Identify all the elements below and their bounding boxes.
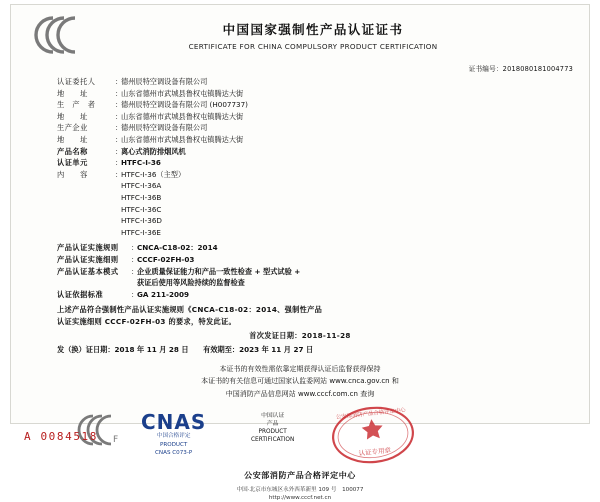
cnas-sub-line: CNAS C073-P <box>155 450 193 457</box>
field-value: 山东省德州市武城县鲁权屯镇腾达大街 <box>121 111 244 121</box>
field-row: 地 址 ： 山东省德州市武城县鲁权屯镇腾达大街 <box>57 134 589 146</box>
ccc-mark-icon <box>11 13 97 57</box>
issuer-name: 公安部消防产品合格评定中心 <box>244 471 356 481</box>
statement-line: 上述产品符合强制性产品认证实施规则《CNCA-C18-02：2014、强制性产品 <box>57 305 323 315</box>
certificate-number: 证书编号：2018080181004773 <box>468 65 573 73</box>
field-row: 地 址 ： 山东省德州市武城县鲁权屯镇腾达大街 <box>57 111 589 123</box>
issue-date-row: 发（换）证日期：2018 年 11 月 28 日 有效期至：2023 年 11 月 27 日 <box>57 345 314 355</box>
field-label: 产品名称 <box>57 146 88 156</box>
cnas-wordmark: CNAS <box>141 410 207 435</box>
product-cert-line: 中国认证 <box>261 413 285 420</box>
validity-notice <box>11 363 589 400</box>
field-label: 产品认证实施细则 <box>57 254 119 264</box>
cert-field-row: 产品认证实施细则 ： CCCF-02FH-03 <box>57 254 589 266</box>
certificate-title-cn: 中国国家强制性产品认证证书 <box>222 21 404 37</box>
issue-date-label: 发（换）证日期 <box>57 345 108 355</box>
field-row: 生 产 者 ： 德州辰特空调设备有限公司 (H007737) <box>57 99 589 111</box>
product-certification-mark <box>251 412 294 444</box>
model-item: HTFC-Ⅰ-36（主型） <box>121 169 186 179</box>
field-value: 山东省德州市武城县鲁权屯镇腾达大街 <box>121 88 244 98</box>
certificate-header <box>11 5 589 61</box>
cert-field-row: 产品认证基本模式 ： 企业质量保证能力和产品一致性检查 + 型式试验 + <box>57 266 589 278</box>
model-item: HTFC-Ⅰ-36E <box>121 227 161 237</box>
cert-field-row-cont <box>57 277 589 289</box>
product-cert-line: PRODUCT <box>258 429 287 436</box>
cnas-sub-line: 中国合格评定 <box>156 433 191 440</box>
footer-address: 中国·北京市东城区永外西革新里 109 号 100077 <box>236 487 364 494</box>
field-label: 认证委托人 <box>57 77 96 86</box>
certificate-fields <box>11 73 589 327</box>
field-value: 德州辰特空调设备有限公司 (H007737) <box>121 100 248 110</box>
svg-text:认证专用章: 认证专用章 <box>358 446 392 458</box>
expiry-value: 2023 年 11 月 27 日 <box>239 345 314 355</box>
field-value: HTFC-Ⅰ-36 <box>121 158 161 168</box>
field-value: 德州辰特空调设备有限公司 <box>121 123 208 133</box>
model-item: HTFC-Ⅰ-36A <box>121 181 162 191</box>
first-issue-value: 2018-11-28 <box>301 331 351 341</box>
first-issue-date: 首次发证日期：2018-11-28 <box>249 331 351 341</box>
field-value: CNCA-C18-02：2014 <box>137 243 218 253</box>
field-row-product-name: 产品名称 ： 离心式消防排烟风机 <box>57 146 589 158</box>
header-titles <box>97 20 589 51</box>
field-label: 产品认证基本模式 <box>57 266 119 276</box>
field-label: 认证单元 <box>57 158 88 168</box>
field-value: 企业质量保证能力和产品一致性检查 + 型式试验 + <box>137 266 301 276</box>
field-label: 产品认证实施规则 <box>57 243 119 253</box>
svg-text:F: F <box>113 435 119 446</box>
serial-number: A 0084518 <box>24 430 99 443</box>
field-row: 认证委托人 ： 德州辰特空调设备有限公司 <box>57 76 589 88</box>
notice-line: 本证书的有关信息可通过国家认监委网站 www.cnca.gov.cn 和 <box>201 377 399 386</box>
cnas-mark <box>141 412 206 458</box>
field-value: 山东省德州市武城县鲁权屯镇腾达大街 <box>121 134 244 144</box>
issue-date-value: 2018 年 11 月 28 日 <box>114 345 189 355</box>
model-item: HTFC-Ⅰ-36D <box>121 216 162 226</box>
field-label: 认证依据标准 <box>57 289 104 299</box>
notice-line: 中国消防产品信息网站 www.cccf.com.cn 查询 <box>225 389 375 398</box>
field-label: 生产企业 <box>57 123 88 133</box>
svg-text:公安部消防产品合格评定中心: 公安部消防产品合格评定中心 <box>335 407 406 422</box>
footer-url: http://www.cccf.net.cn <box>268 495 332 502</box>
expiry-label: 有效期至 <box>203 345 232 355</box>
first-issue-label: 首次发证日期 <box>249 331 295 341</box>
field-label: 内 容 <box>57 169 88 179</box>
official-seal <box>329 404 417 466</box>
cert-field-row: 产品认证实施规则 ： CNCA-C18-02：2014 <box>57 242 589 254</box>
field-value: CCCF-02FH-03 <box>137 254 195 264</box>
field-row-unit: 认证单元 ： HTFC-Ⅰ-36 <box>57 157 589 169</box>
field-value: GA 211-2009 <box>137 289 189 299</box>
field-value: 获证后使用等风险持续的监督检查 <box>137 278 245 288</box>
product-cert-line: 产品 <box>266 421 279 428</box>
notice-line: 本证书的有效性需依靠定期获得认证后监督获得保持 <box>219 365 381 374</box>
model-item: HTFC-Ⅰ-36B <box>121 192 162 202</box>
field-label: 生 产 者 <box>57 100 96 110</box>
cert-field-row: 认证依据标准 ： GA 211-2009 <box>57 289 589 301</box>
field-row: 地 址 ： 山东省德州市武城县鲁权屯镇腾达大街 <box>57 88 589 100</box>
product-cert-line: CERTIFICATION <box>251 437 295 444</box>
field-label: 地 址 <box>57 111 88 121</box>
statement-line: 认证实施细则 CCCF-02FH-03 的要求，特发此证。 <box>57 316 236 326</box>
field-label: 地 址 <box>57 88 88 98</box>
field-row: 生产企业 ： 德州辰特空调设备有限公司 <box>57 122 589 134</box>
field-label: 地 址 <box>57 134 88 144</box>
field-row-models: 内 容 ： HTFC-Ⅰ-36（主型） <box>57 169 589 181</box>
certificate-title-en: CERTIFICATE FOR CHINA COMPULSORY PRODUCT CERTIFICATION <box>188 41 438 51</box>
field-value: 德州辰特空调设备有限公司 <box>121 77 208 86</box>
field-value: 离心式消防排烟风机 <box>121 146 186 156</box>
cnas-sub-line: PRODUCT <box>159 441 188 448</box>
model-item: HTFC-Ⅰ-36C <box>121 204 162 214</box>
